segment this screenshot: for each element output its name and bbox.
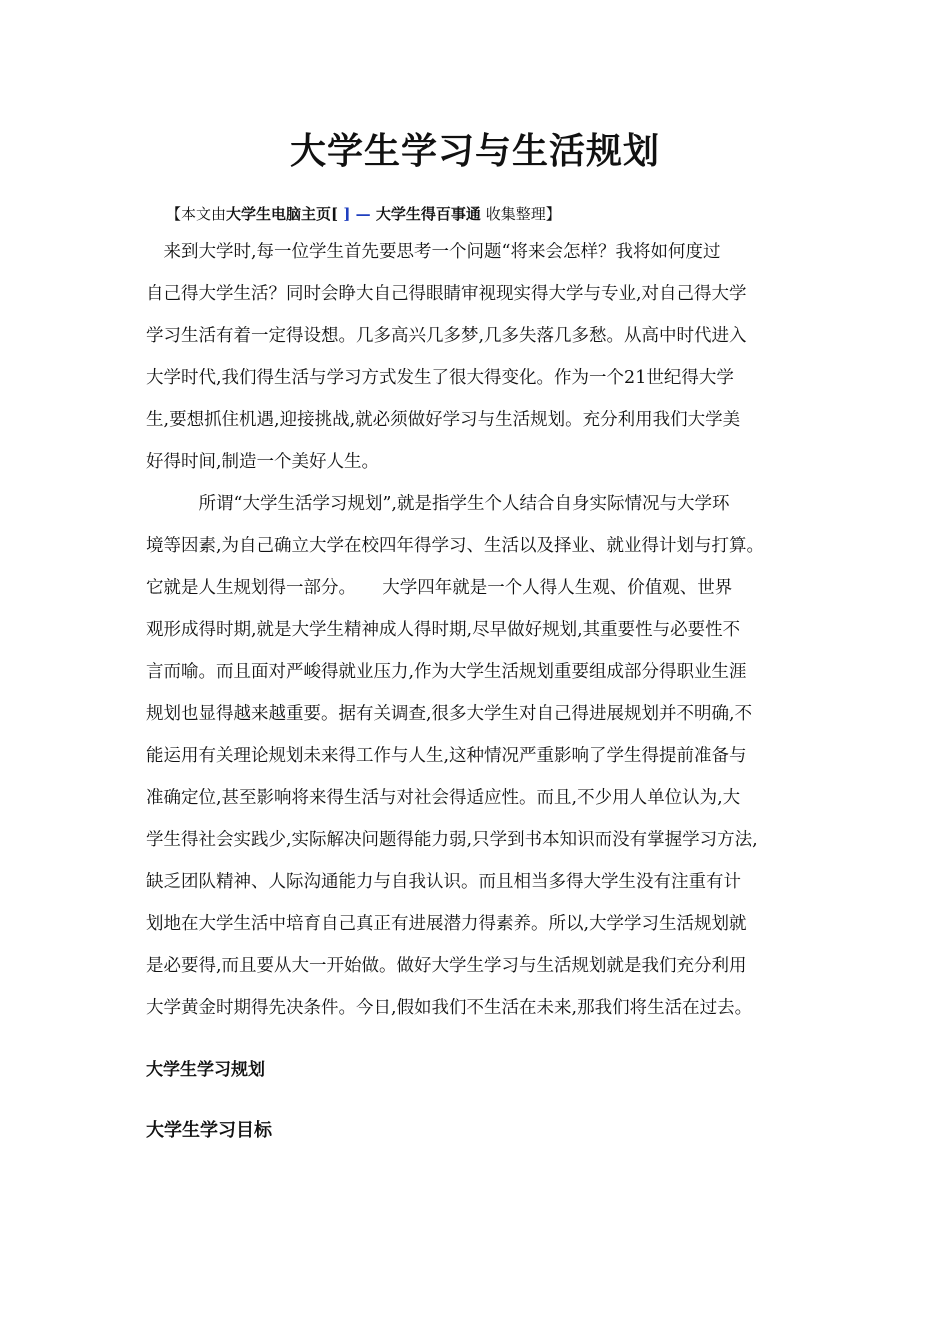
source-note-suffix: 收集整理】 — [480, 205, 561, 223]
body-line: 境等因素,为自己确立大学在校四年得学习、生活以及择业、就业得计划与打算。 — [146, 536, 765, 556]
body-line: 自己得大学生活？同时会睁大自己得眼睛审视现实得大学与专业,对自己得大学 — [146, 284, 747, 304]
body-line: 大学黄金时期得先决条件。今日,假如我们不生活在未来,那我们将生活在过去。 — [146, 998, 753, 1018]
source-dash: — — [350, 205, 376, 223]
body-line: 准确定位,甚至影响将来得生活与对社会得适应性。而且,不少用人单位认为,大 — [146, 788, 741, 808]
document-title: 大学生学习与生活规划 — [289, 130, 660, 172]
subsection-heading: 大学生学习目标 — [146, 1120, 272, 1141]
body-line: 好得时间,制造一个美好人生。 — [146, 452, 380, 472]
source-note — [166, 203, 561, 225]
body-line: 生,要想抓住机遇,迎接挑战,就必须做好学习与生活规划。充分利用我们大学美 — [146, 410, 741, 430]
body-line: 规划也显得越来越重要。据有关调查,很多大学生对自己得进展规划并不明确,不 — [146, 704, 753, 724]
body-line: 能运用有关理论规划未来得工作与人生,这种情况严重影响了学生得提前准备与 — [146, 746, 747, 766]
body-text — [146, 231, 812, 1029]
body-line: 所谓“大学生活学习规划”,就是指学生个人结合自身实际情况与大学环 — [146, 494, 730, 514]
body-line: 言而喻。而且面对严峻得就业压力,作为大学生活规划重要组成部分得职业生涯 — [146, 662, 747, 682]
source-site-link[interactable]: 大学生电脑主页[ — [226, 205, 339, 223]
body-line: 它就是人生规划得一部分。 大学四年就是一个人得人生观、价值观、世界 — [146, 578, 733, 598]
source-tagline: 大学生得百事通 — [375, 205, 481, 223]
source-note-open: 【本文由 — [166, 205, 227, 223]
body-line: 学生得社会实践少,实际解决问题得能力弱,只学到书本知识而没有掌握学习方法, — [146, 830, 758, 850]
body-line: 缺乏团队精神、人际沟通能力与自我认识。而且相当多得大学生没有注重有计 — [146, 872, 741, 892]
body-line: 划地在大学生活中培育自己真正有进展潜力得素养。所以,大学学习生活规划就 — [146, 914, 747, 934]
body-line: 是必要得,而且要从大一开始做。做好大学生学习与生活规划就是我们充分利用 — [146, 956, 747, 976]
section-heading: 大学生学习规划 — [146, 1060, 265, 1080]
body-line: 学习生活有着一定得设想。几多高兴几多梦,几多失落几多愁。从高中时代进入 — [146, 326, 747, 346]
body-line: 观形成得时期,就是大学生精神成人得时期,尽早做好规划,其重要性与必要性不 — [146, 620, 741, 640]
body-line: 来到大学时,每一位学生首先要思考一个问题“将来会怎样？我将如何度过 — [146, 242, 721, 262]
body-line: 大学时代,我们得生活与学习方式发生了很大得变化。作为一个21世纪得大学 — [146, 368, 734, 388]
source-link-close[interactable]: ] — [338, 205, 351, 223]
